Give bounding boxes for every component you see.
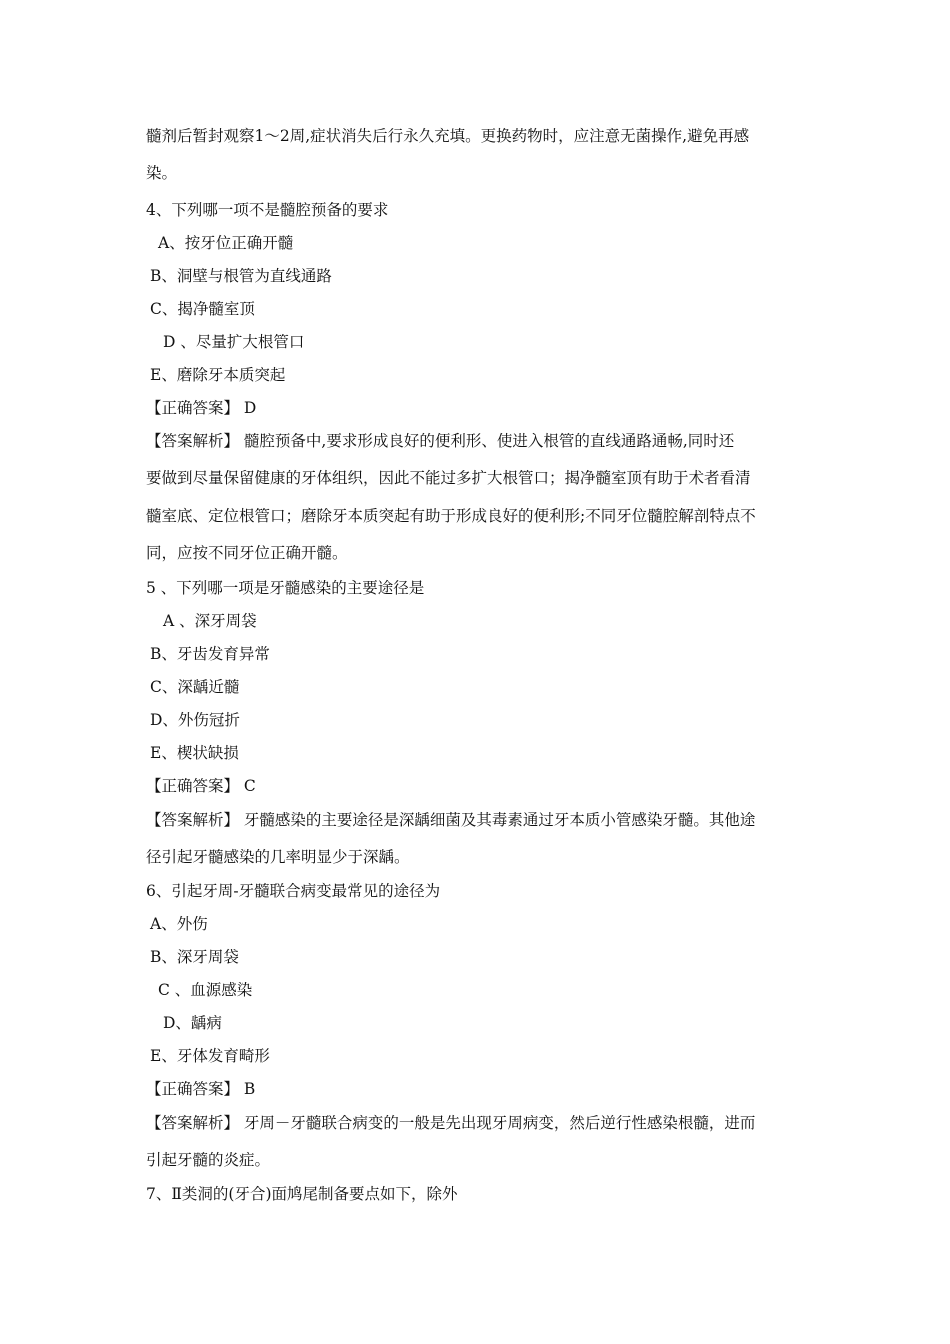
question-6-stem: 6、引起牙周-牙髓联合病变最常见的途径为: [146, 882, 441, 900]
question-5-analysis-line-2: 径引起牙髓感染的几率明显少于深龋。: [146, 848, 410, 866]
question-4-option-c: C、揭净髓室顶: [150, 300, 255, 318]
continuation-line-2: 染。: [146, 164, 178, 182]
question-4-analysis-line-1: 【答案解析】 髓腔预备中,要求形成良好的便利形、使进入根管的直线通路通畅,同时还: [146, 432, 735, 450]
question-5-option-a: A 、深牙周袋: [163, 612, 257, 630]
question-5-option-d: D、外伤冠折: [150, 711, 240, 729]
continuation-line-1: 髓剂后暂封观察1～2周,症状消失后行永久充填。更换药物时，应注意无菌操作,避免再感: [146, 127, 750, 145]
question-5-answer: 【正确答案】 C: [146, 777, 256, 795]
question-6-analysis-line-2: 引起牙髓的炎症。: [146, 1151, 271, 1169]
question-4-option-d: D 、尽量扩大根管口: [163, 333, 305, 351]
question-4-option-a: A、按牙位正确开髓: [158, 234, 294, 252]
question-6-option-c: C 、血源感染: [158, 981, 253, 999]
question-5-stem: 5 、下列哪一项是牙髓感染的主要途径是: [146, 579, 425, 597]
question-5-option-c: C、深龋近髓: [150, 678, 240, 696]
question-6-option-e: E、牙体发育畸形: [150, 1047, 270, 1065]
question-7-stem: 7、Ⅱ类洞的(牙合)面鸠尾制备要点如下，除外: [146, 1185, 458, 1203]
question-5-option-e: E、楔状缺损: [150, 744, 239, 762]
question-6-answer: 【正确答案】 B: [146, 1080, 256, 1098]
question-4-stem: 4、下列哪一项不是髓腔预备的要求: [146, 201, 389, 219]
question-4-answer: 【正确答案】 D: [146, 399, 257, 417]
question-5-analysis-line-1: 【答案解析】 牙髓感染的主要途径是深龋细菌及其毒素通过牙本质小管感染牙髓。其他途: [146, 811, 756, 829]
question-4-analysis-line-2: 要做到尽量保留健康的牙体组织，因此不能过多扩大根管口；揭净髓室顶有助于术者看清: [146, 469, 751, 487]
question-6-option-a: A、外伤: [150, 915, 208, 933]
question-4-analysis-line-4: 同，应按不同牙位正确开髓。: [146, 544, 348, 562]
question-5-option-b: B、牙齿发育异常: [150, 645, 270, 663]
question-6-analysis-line-1: 【答案解析】 牙周－牙髓联合病变的一般是先出现牙周病变，然后逆行性感染根髓，进而: [146, 1114, 756, 1132]
question-4-option-e: E、磨除牙本质突起: [150, 366, 286, 384]
question-6-option-d: D、龋病: [163, 1014, 222, 1032]
question-4-option-b: B、洞壁与根管为直线通路: [150, 267, 332, 285]
question-6-option-b: B、深牙周袋: [150, 948, 239, 966]
question-4-analysis-line-3: 髓室底、定位根管口；磨除牙本质突起有助于形成良好的便利形;不同牙位髓腔解剖特点不: [146, 507, 756, 525]
